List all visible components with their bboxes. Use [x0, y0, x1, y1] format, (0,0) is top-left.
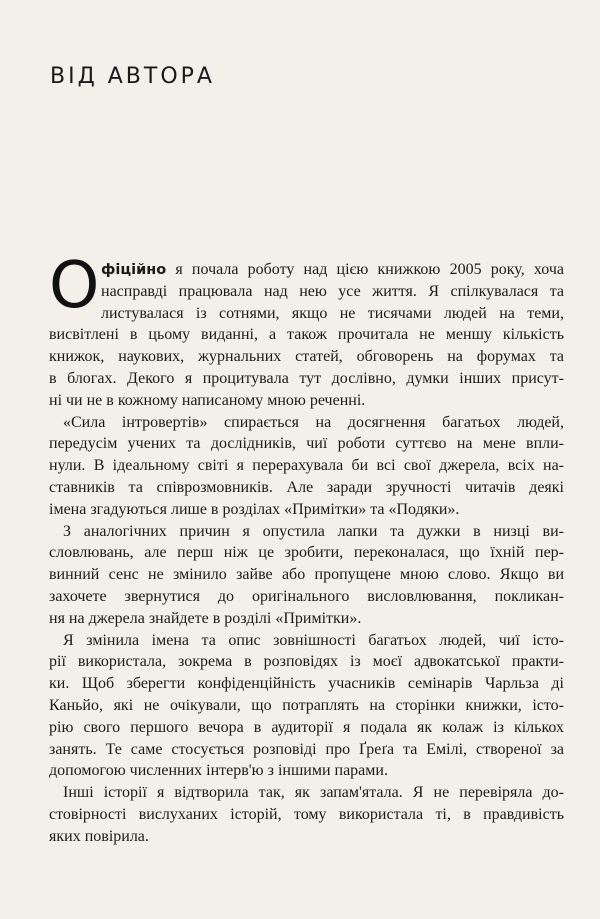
- text-line: словлювань, але перш ніж це зробити, переконалася, що їхній пер-: [49, 544, 564, 562]
- first-line-rest: я почала роботу над цією книжкою 2005 року, хоча: [166, 261, 564, 278]
- opening-word: фіційно: [101, 262, 167, 278]
- text-line: в блогах. Декого я процитувала тут дослівно, думки інших присут-: [49, 369, 564, 387]
- text-line: Каньйо, які не очікували, що потраплять на сторінки книжки, істо-: [49, 696, 564, 714]
- drop-cap: О: [49, 249, 100, 323]
- text-line: ня на джерела знайдете в розділі «Примітки».: [49, 609, 362, 627]
- text-line: рію свого першого вечора в аудиторії я подала як колаж із кількох: [49, 718, 564, 736]
- text-line: листувалася із сотнями, якщо не тисячами людей на теми,: [101, 304, 564, 322]
- text-line: ставників та співрозмовників. Але заради зручності читачів деякі: [49, 478, 564, 496]
- text-line: Інші історії я відтворила так, як запам'ятала. Я не перевіряла до-: [63, 784, 564, 802]
- text-line: «Сила інтровертів» спирається на досягнення багатьох людей,: [63, 413, 564, 431]
- text-line: захочете звернутися до оригінального висловлювання, покликан-: [49, 587, 564, 605]
- text-line: стовірності вислуханих історій, тому використала ті, в правдивість: [49, 805, 564, 823]
- text-line: занять. Те саме стосується розповіді про Ґреґа та Емілі, створеної за: [49, 740, 564, 758]
- first-line: [49, 259, 564, 281]
- text-line: допомогою численних інтерв'ю з іншими парами.: [49, 762, 388, 780]
- text-line: яких повірила.: [49, 827, 149, 845]
- body-text: [49, 249, 564, 848]
- text-line: імена згадуються лише в розділах «Примітки» та «Подяки».: [49, 500, 460, 518]
- text-line: ки. Щоб зберегти конфіденційність учасників семінарів Чарльза ді: [49, 675, 564, 693]
- text-line: висвітлені в цьому виданні, а також прочитала не меншу кількість: [49, 326, 564, 344]
- text-line: рії використала, зокрема в розповідях із моєї адвокатської практи-: [49, 653, 564, 671]
- text-line: З аналогічних причин я опустила лапки та дужки в низці ви-: [63, 522, 564, 540]
- page-heading: ВІД АВТОРА: [50, 64, 215, 89]
- text-line: передусім учених та дослідників, чиї роботи суттєво на мене впли-: [49, 435, 564, 453]
- text-line: Я змінила імена та опис зовнішності багатьох людей, чиї істо-: [63, 631, 564, 649]
- text-line: винний сенс не змінило зайве або пропущене мною слово. Якщо ви: [49, 566, 564, 584]
- text-line: нули. В ідеальному світі я перерахувала би всі свої джерела, всіх на-: [49, 457, 564, 475]
- text-line: книжок, наукових, журнальних статей, обговорень на форумах та: [49, 348, 564, 366]
- text-line: ні чи не в кожному написаному мною реченні.: [49, 391, 366, 409]
- text-line: насправді працювала над нею усе життя. Я спілкувалася та: [101, 282, 564, 300]
